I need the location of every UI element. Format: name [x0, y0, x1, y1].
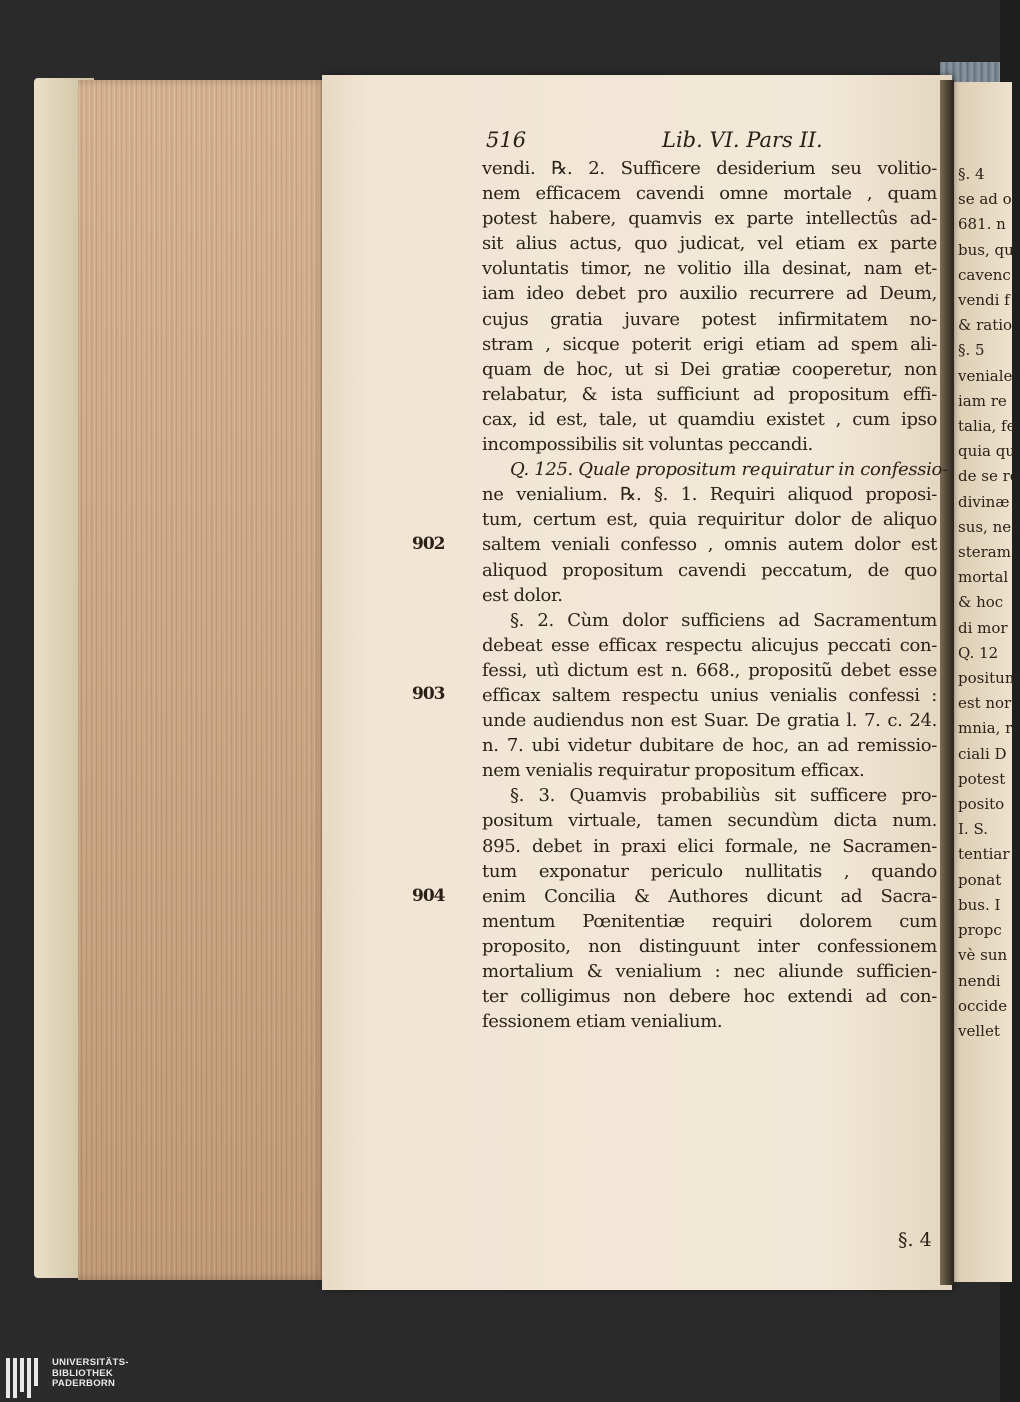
library-name-line: PADERBORN: [52, 1378, 116, 1390]
facing-page-fragment: bus. I: [958, 895, 1001, 914]
text-line: nem venialis requiratur propositum efficax.: [482, 760, 865, 782]
text-line: fessi, utì dictum est n. 668., propositũ debet esse: [482, 659, 937, 681]
facing-page-fragment: talia, fe: [958, 417, 1016, 436]
margin-number: 902: [412, 534, 445, 554]
facing-page-fragment: Q. 12: [958, 643, 999, 662]
running-title: Lib. VI. Pars II.: [662, 128, 823, 152]
text-line: enim Concilia & Authores dicunt ad Sacra-: [482, 885, 937, 907]
text-line: vendi. ℞. 2. Sufficere desiderium seu volitio-: [482, 158, 937, 179]
book-gutter: [940, 80, 954, 1285]
facing-page-fragment: de se re: [958, 467, 1019, 486]
text-line: tum exponatur periculo nullitatis , quando: [482, 860, 937, 882]
facing-page-fragment: iam re: [958, 391, 1007, 410]
facing-page-fragment: 681. n: [958, 215, 1006, 234]
facing-page-fragment: tentiar: [958, 845, 1010, 864]
facing-page-fragment: propc: [958, 921, 1002, 940]
text-line: mortalium & venialium : nec aliunde sufficien-: [482, 961, 937, 982]
running-head: [486, 128, 926, 158]
text-line: sit alius actus, quo judicat, vel etiam ex parte: [482, 233, 937, 255]
facing-page-fragment: posito: [958, 795, 1005, 814]
text-line: n. 7. ubi videtur dubitare de hoc, an ad remissio-: [482, 735, 937, 757]
facing-page-fragment: vè sun: [958, 946, 1008, 965]
facing-page-fragment: positum: [958, 669, 1020, 688]
facing-page-fragment: veniale: [958, 366, 1013, 385]
text-line: cujus gratia juvare potest infirmitatem no-: [482, 308, 937, 330]
margin-number: 903: [412, 684, 445, 704]
facing-page-fragment: steram: [958, 543, 1011, 562]
text-line: tum, certum est, quia requiritur dolor de aliquo: [482, 509, 937, 531]
text-line: ter colligimus non debere hoc extendi ad con-: [482, 986, 937, 1008]
facing-page-fragment: vellet: [958, 1021, 1000, 1040]
text-line: efficax saltem respectu unius venialis confessi :: [482, 684, 937, 706]
text-line: saltem veniali confesso , omnis autem dolor est: [482, 534, 937, 556]
facing-page-fragment: & hoc: [958, 593, 1004, 612]
facing-page-fragment: divinæ: [958, 492, 1010, 511]
library-name: [52, 1358, 129, 1390]
facing-page-fragment: ponat: [958, 870, 1002, 889]
facing-page: [952, 82, 1020, 1282]
text-line: relabatur, & ista sufficiunt ad propositum effi-: [482, 383, 937, 405]
text-line: §. 2. Cùm dolor sufficiens ad Sacramentum: [510, 609, 937, 631]
text-line: stram , sicque poterit erigi etiam ad spem ali-: [482, 333, 937, 355]
facing-page-fragment: di mor: [958, 618, 1008, 637]
facing-page-fragment: se ad o: [958, 190, 1012, 209]
facing-page-fragment: ciali D: [958, 744, 1007, 763]
text-line: est dolor.: [482, 584, 563, 606]
main-text: [482, 156, 948, 1034]
library-logo-icon: [6, 1358, 44, 1398]
text-line: potest habere, quamvis ex parte intellectûs ad-: [482, 208, 937, 230]
text-line: ne venialium. ℞. §. 1. Requiri aliquod proposi-: [482, 484, 937, 506]
library-name-line: UNIVERSITÄTS-: [52, 1357, 129, 1368]
facing-page-fragment: quia qu: [958, 442, 1016, 461]
text-line: positum virtuale, tamen secundùm dicta num.: [482, 810, 937, 832]
text-line: proposito, non distinguunt inter confessionem: [482, 935, 937, 957]
text-line: incompossibilis sit voluntas peccandi.: [482, 434, 813, 456]
page-block-edges: [78, 80, 328, 1280]
facing-page-fragment: vendi f: [958, 291, 1010, 310]
facing-page-text: [958, 162, 1018, 1044]
text-line: fessionem etiam venialium.: [482, 1011, 723, 1033]
facing-page-fragment: & ratio: [958, 316, 1013, 335]
text-line: mentum Pœnitentiæ requiri dolorem cum: [482, 910, 937, 932]
facing-page-fragment: sus, nec: [958, 517, 1020, 536]
text-line: 895. debet in praxi elici formale, ne Sacramen-: [482, 835, 937, 857]
text-line: cax, id est, tale, ut quamdiu existet , cum ipso: [482, 408, 937, 430]
facing-page-fragment: §. 4: [958, 165, 985, 183]
facing-page-fragment: cavenc: [958, 265, 1011, 284]
library-name-line: BIBLIOTHEK: [52, 1367, 114, 1379]
page-number: 516: [486, 128, 527, 152]
catchword: §. 4: [898, 1229, 932, 1251]
facing-page-fragment: I. S.: [958, 820, 988, 839]
text-line: Q. 125. Quale propositum requiratur in confessio-: [510, 459, 948, 481]
facing-page-fragment: mortal: [958, 568, 1009, 587]
text-line: aliquod propositum cavendi peccatum, de quo: [482, 559, 937, 581]
facing-page-fragment: nendi: [958, 971, 1001, 990]
text-line: voluntatis timor, ne volitio illa desinat, nam et-: [482, 258, 937, 280]
facing-page-fragment: potest: [958, 769, 1006, 788]
text-line: §. 3. Quamvis probabiliùs sit sufficere pro-: [510, 785, 937, 807]
margin-number: 904: [412, 886, 445, 906]
facing-page-fragment: occide: [958, 996, 1008, 1015]
text-line: unde audiendus non est Suar. De gratia l. 7. c. 24.: [482, 710, 937, 732]
facing-page-fragment: est nor: [958, 694, 1012, 713]
text-line: quam de hoc, ut si Dei gratiæ cooperetur, non: [482, 358, 937, 380]
facing-page-fragment: bus, qu: [958, 240, 1014, 259]
text-line: iam ideo debet pro auxilio recurrere ad Deum,: [482, 283, 937, 305]
text-line: debeat esse efficax respectu alicujus peccati con-: [482, 634, 937, 656]
footer-bar: [0, 1352, 1000, 1402]
text-line: nem efficacem cavendi omne mortale , quam: [482, 183, 937, 205]
facing-page-fragment: mnia, r: [958, 719, 1013, 738]
facing-page-fragment: §. 5: [958, 341, 985, 360]
